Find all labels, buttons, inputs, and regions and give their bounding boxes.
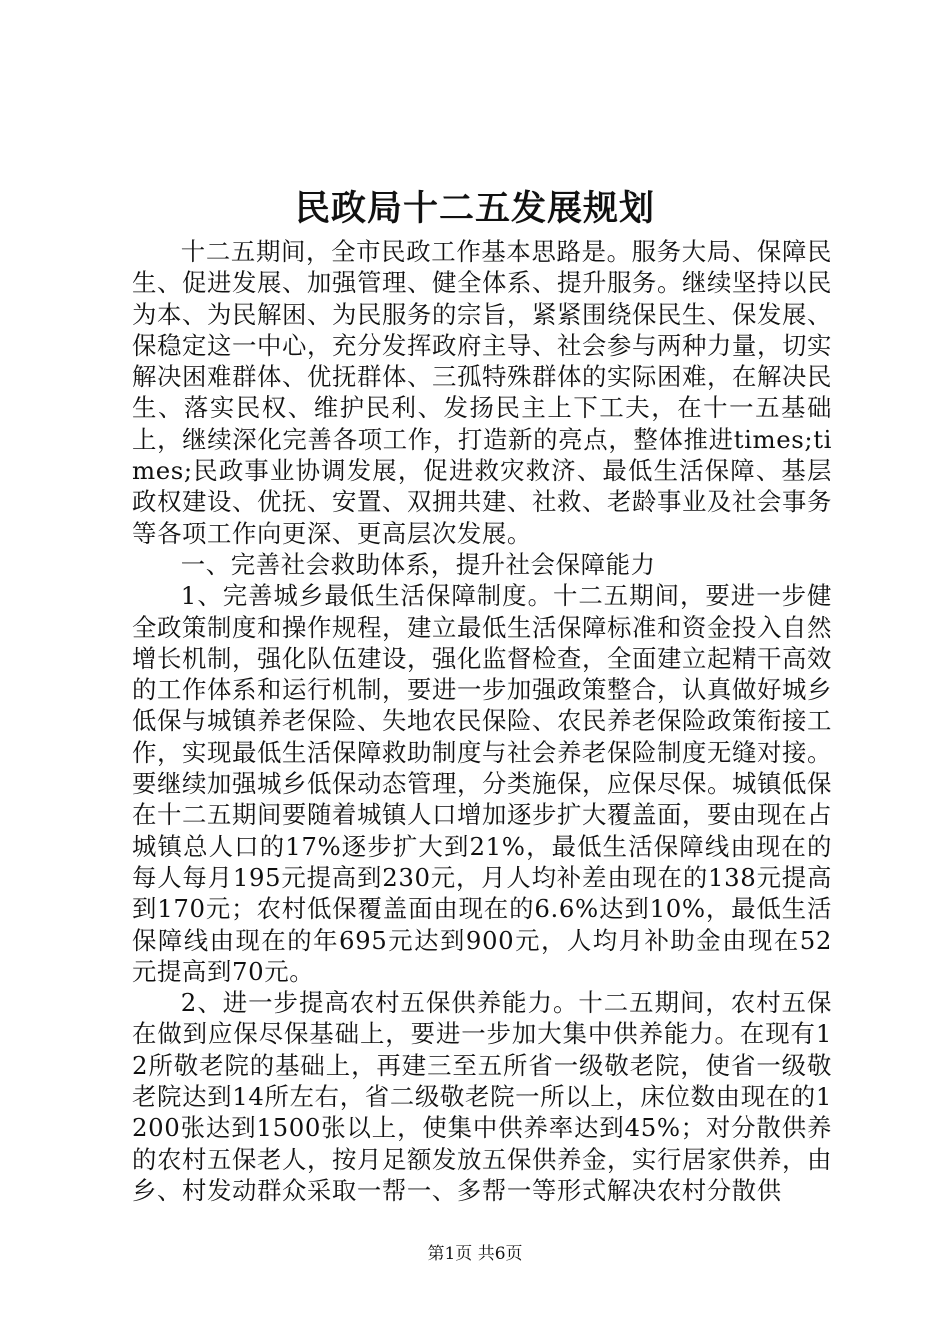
document-title: 民政局十二五发展规划 [294,189,655,229]
page-footer: 第1页 共6页 [427,1244,523,1264]
section-heading-1: 一、完善社会救助体系，提升社会保障能力 [180,549,656,579]
paragraph-intro: 十二五期间，全市民政工作基本思路是。服务大局、保障民生、促进发展、加强管理、健全体系、提升服务。继续坚持以民为本、为民解困、为民服务的宗旨，紧紧围绕保民生、保发展、保稳定这一中心，充分发挥政府主导、社会参与两种力量，切实解决困难群体、优抚群体、三孤特殊群体的实际困难，在解决民生、落实民权、维护民利、发扬民主上下工夫，在十一五基础上，继续深化完善各项工作，打造新的亮点，整体推进times;times;民政事业协调发展，促进救灾救济、最低生活保障、基层政权建设、优抚、安置、双拥共建、社救、老龄事业及社会事务等各项工作向更深、更高层次发展。 [132,237,832,548]
document-body [132,236,832,1206]
paragraph-item-2: 2、进一步提高农村五保供养能力。十二五期间，农村五保在做到应保尽保基础上，要进一步加大集中供养能力。在现有12所敬老院的基础上，再建三至五所省一级敬老院，使省一级敬老院达到14所左右，省二级敬老院一所以上，床位数由现在的1200张达到1500张以上，使集中供养率达到45%；对分散供养的农村五保老人，按月足额发放五保供养金，实行居家供养，由乡、村发动群众采取一帮一、多帮一等形式解决农村分散供 [132,988,832,1205]
paragraph-item-1: 1、完善城乡最低生活保障制度。十二五期间，要进一步健全政策制度和操作规程，建立最低生活保障标准和资金投入自然增长机制，强化队伍建设，强化监督检查，全面建立起精干高效的工作体系和运行机制，要进一步加强政策整合，认真做好城乡低保与城镇养老保险、失地农民保险、农民养老保险政策衔接工作，实现最低生活保障救助制度与社会养老保险制度无缝对接。要继续加强城乡低保动态管理，分类施保，应保尽保。城镇低保在十二五期间要随着城镇人口增加逐步扩大覆盖面，要由现在占城镇总人口的17%逐步扩大到21%，最低生活保障线由现在的每人每月195元提高到230元，月人均补差由现在的138元提高到170元；农村低保覆盖面由现在的6.6%达到10%，最低生活保障线由现在的年695元达到900元，人均月补助金由现在52元提高到70元。 [132,581,832,986]
